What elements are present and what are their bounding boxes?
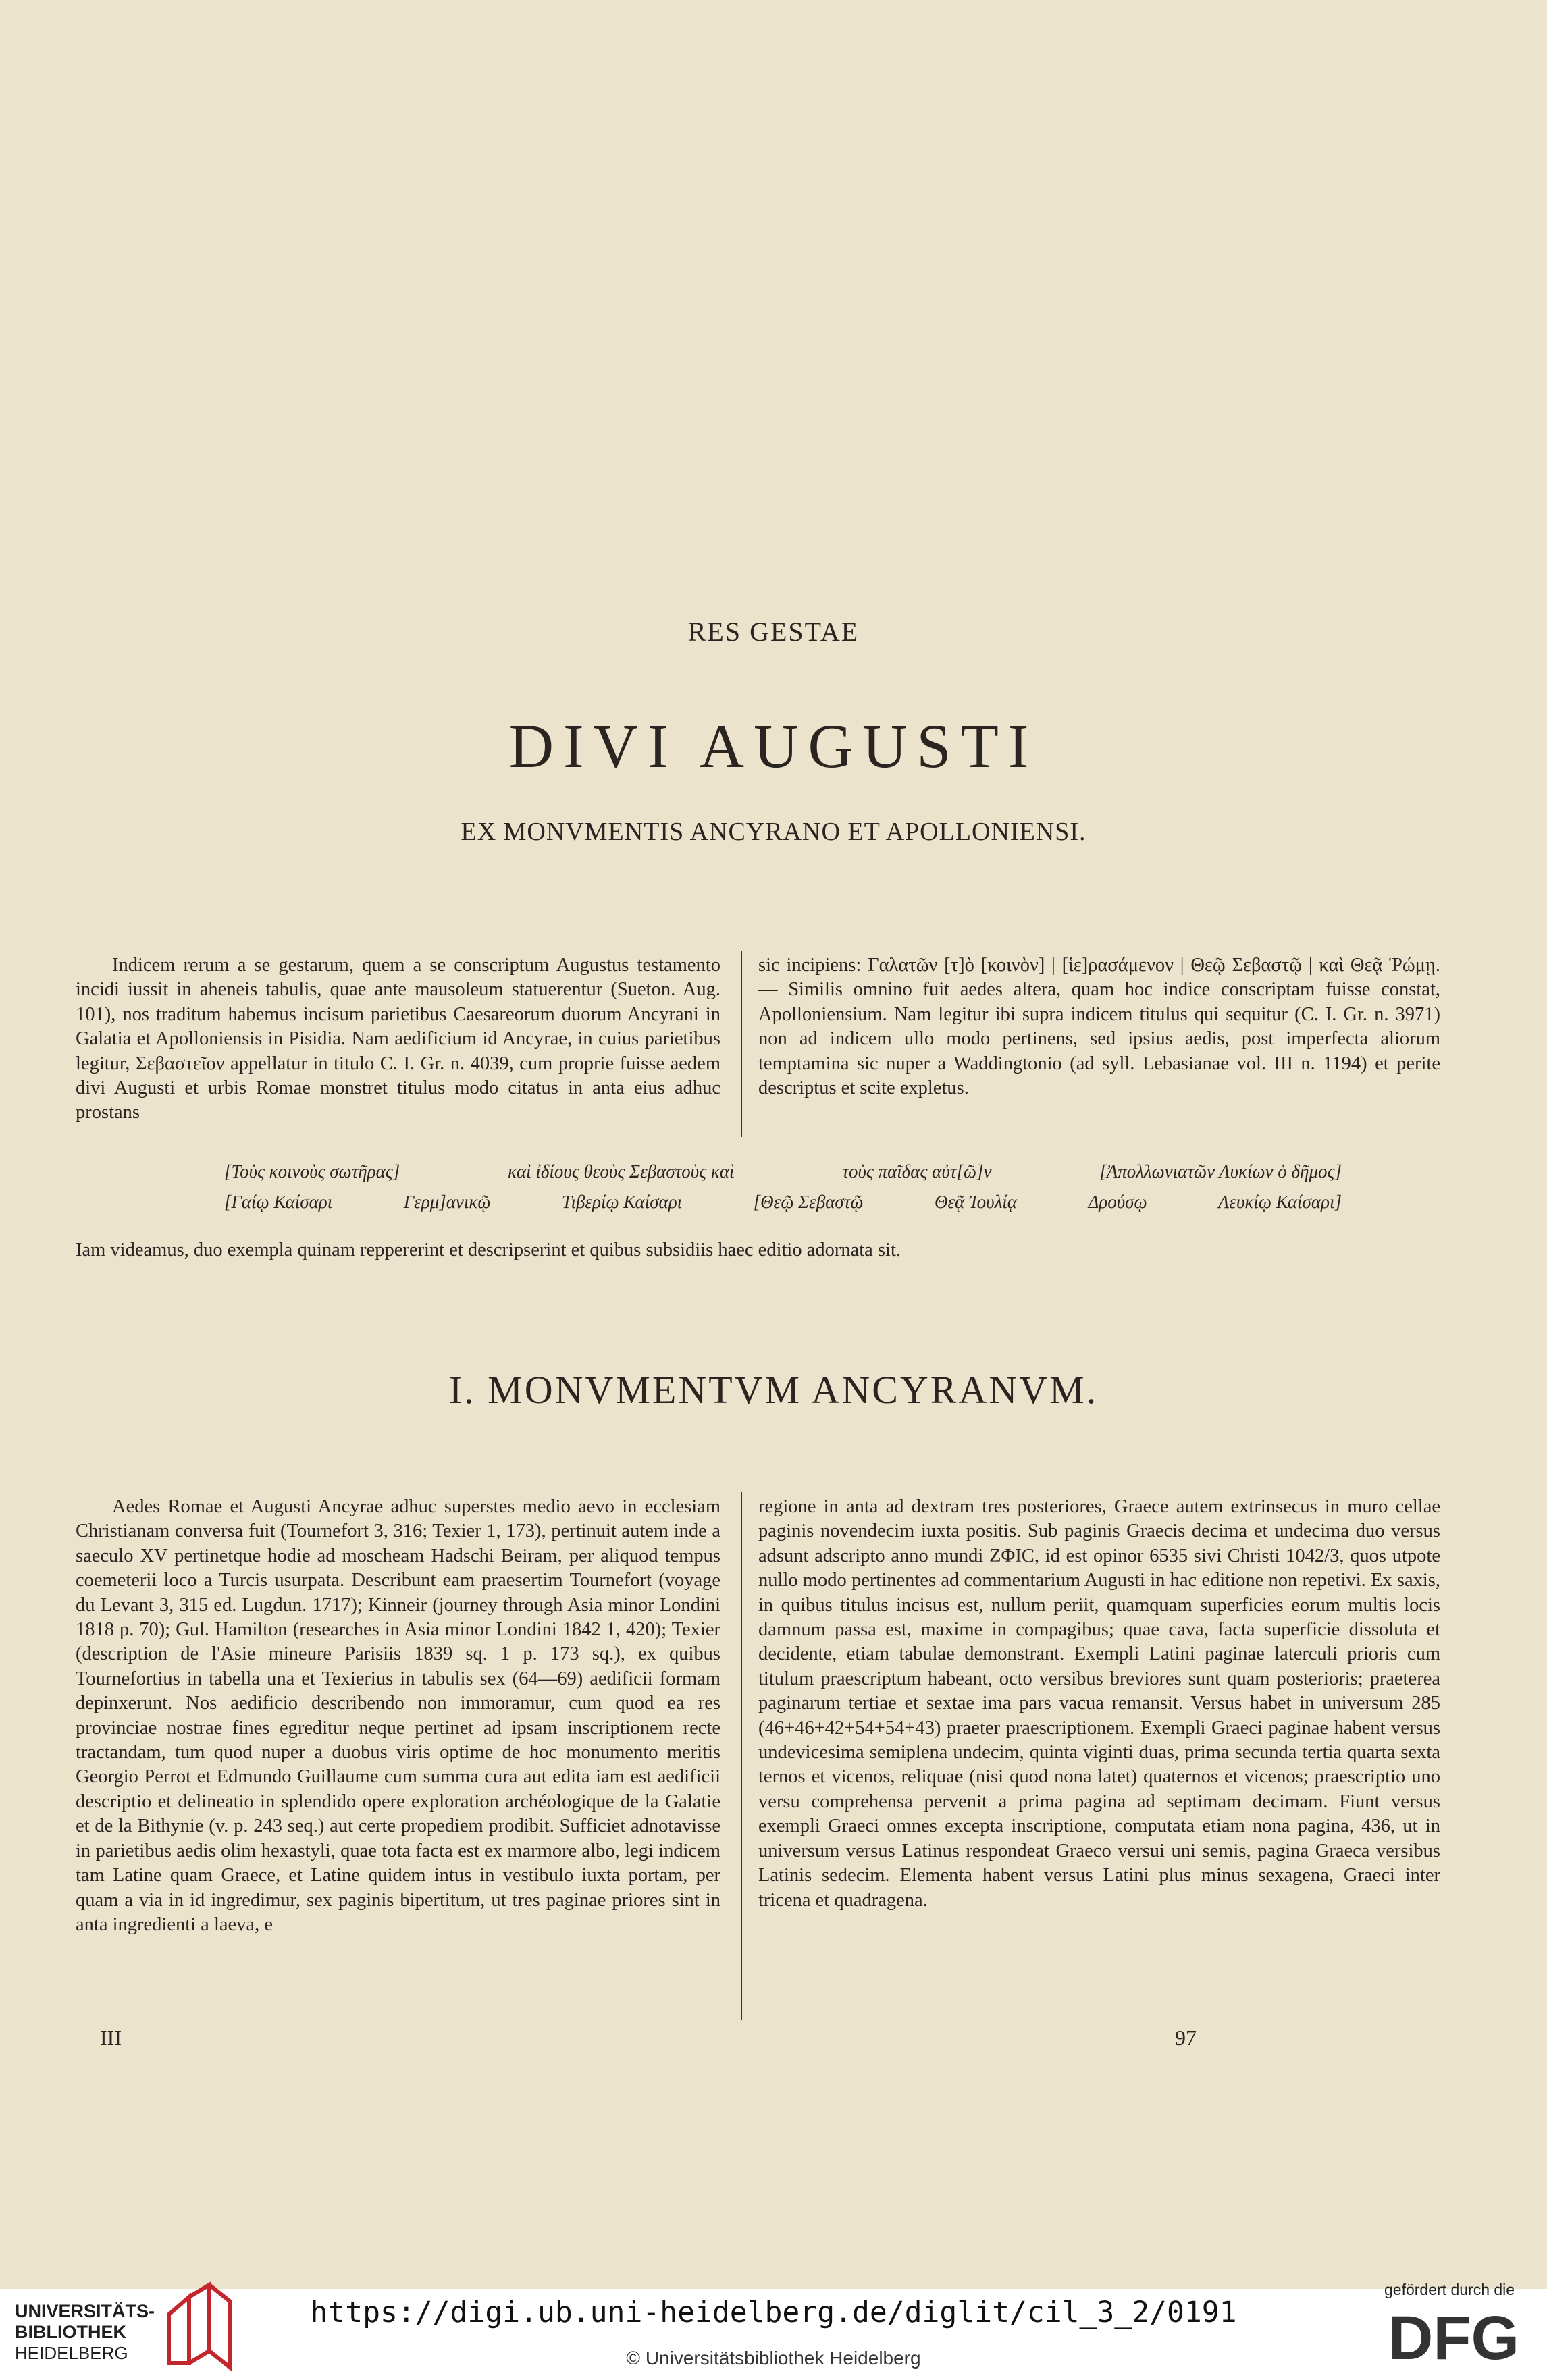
- intro-right-text: sic incipiens: Γαλατῶν [τ]ὸ [κοινὸν] | [ἱε]ρασάμενον | Θεῷ Σεβαστῷ | καὶ Θεᾷ Ῥώμῃ. — Similis omnino fuit aedes altera, quam hoc indice conscriptam fuisse constat, Apolloniensium. Nam legitur ibi supra indicem titulus qui sequitur (C. I. Gr. n. 3971) non ad indicem ullo modo pertinens, sed ipsius aedis, post imperfecta aliorum temptamina sic nuper a Waddingtonio (ad syll. Lebasianae vol. III n. 1194) et perite descriptus et scite expletus.: [758, 955, 1440, 1099]
- intro-right-column: [758, 953, 1440, 1101]
- main-right-column: [758, 1495, 1440, 1913]
- copyright-notice: © Universitätsbibliothek Heidelberg: [626, 2348, 921, 2369]
- inscription-segment: Θεᾷ Ἰουλίᾳ: [934, 1192, 1017, 1212]
- main-left-text: Aedes Romae et Augusti Ancyrae adhuc superstes medio aevo in ecclesiam Christianam conversa fuit (Tournefort 3, 316; Texier 1, 173), pertinuit autem inde a saeculo XV pertinetque hodie ad moscheam Hadschi Beiram, per aliquod tempus coemeterii loco a Turcis usurpata. Describunt eam praesertim Tournefort (voyage du Levant 3, 315 ed. Lugdun. 1717); Kinneir (journey through Asia minor Londini 1818 p. 70); Gul. Hamilton (researches in Asia minor Londini 1842 1, 420); Texier (description de l'Asie mineure Parisiis 1839 sq. 1 p. 173 sq.), ex quibus Tournefortius in tabella una et Texierius in tabulis sex (64—69) aedificii formam depinxerunt. Nos aedificio describendo non immoramur, cum quod ea res provinciae nostrae fines egreditur neque pertinet ad ipsam inscriptionem recte tractandam, tum quod nuper a duobus viris optime de hoc monumento meritis Georgio Perrot et Edmundo Guillaume cum summa cura aut edita iam est aedificii descriptio et delineatio in splendido opere exploration archéologique de la Galatie et de la Bithynie (v. p. 243 seq.) aut certe propediem prodibit. Sufficiet adnotavisse in parietibus aedis olim hexastyli, quae tota facta est ex marmore albo, legi indicem tam Latine quam Graece, et Latine quidem intus in vestibulo iuxta portam, per quam a via in id ingredimur, sex paginis bipertitum, ut tres paginae priores sint in anta ingredienti a laeva, e: [76, 1496, 720, 1935]
- signature-mark: III: [100, 2026, 122, 2050]
- inscription-segment: καὶ ἰδίους θεοὺς Σεβαστοὺς καὶ: [507, 1161, 735, 1182]
- institution-city: HEIDELBERG: [15, 2343, 128, 2363]
- institution-line-2: BIBLIOTHEK: [15, 2322, 126, 2342]
- inscription-segment: Δρούσῳ: [1088, 1192, 1147, 1212]
- dfg-logo-text: DFG: [1388, 2306, 1520, 2367]
- column-divider: [741, 951, 742, 1137]
- main-left-column: [76, 1495, 720, 1937]
- page-number: 97: [1175, 2026, 1197, 2050]
- section-heading: I. MONVMENTVM ANCYRANVM.: [448, 1368, 1099, 1412]
- intro-left-column: [76, 953, 720, 1126]
- inscription-segment: [Ἀπολλωνιατῶν Λυκίων ὁ δῆμος]: [1099, 1161, 1342, 1182]
- title-small: RES GESTAE: [687, 616, 860, 647]
- inscription-line-1: [224, 1161, 1342, 1182]
- permalink-url[interactable]: https://digi.ub.uni-heidelberg.de/diglit/cil_3_2/0191: [310, 2296, 1237, 2329]
- inscription-segment: [Θεῷ Σεβαστῷ: [753, 1192, 864, 1212]
- inscription-segment: [Γαίῳ Καίσαρι: [224, 1192, 333, 1212]
- subtitle: EX MONVMENTIS ANCYRANO ET APOLLONIENSI.: [461, 818, 1086, 846]
- inscription-segment: τοὺς παῖδας αὐτ[ῶ]ν: [842, 1161, 992, 1182]
- intro-left-text: Indicem rerum a se gestarum, quem a se conscriptum Augustus testamento incidi iussit in aheneis tabulis, quae ante mausoleum statuerentur (Sueton. Aug. 101), nos traditum habemus incisum parietibus Caesareorum duorum Ancyrani in Galatia et Apolloniensis in Pisidia. Nam aedificium id Ancyrae, in cuius parietibus legitur, Σεβαστεῖον appellatur in titulo C. I. Gr. n. 4039, cum proprie fuisse aedem divi Augusti et urbis Romae monstret titulus modo citatus in anta eius adhuc prostans: [76, 955, 720, 1123]
- inscription-segment: Τιβερίῳ Καίσαρι: [561, 1192, 683, 1212]
- funding-label: gefördert durch die: [1384, 2281, 1515, 2298]
- main-right-text: regione in anta ad dextram tres posteriores, Graece autem extrinsecus in muro cellae paginis novendecim iuxta positis. Sub paginis Graecis decima et undecima duo versus adsunt adscripto anno mundi ΖΦΙϹ, id est opinor 6535 sivi Christi 1042/3, quos utpote nullo modo pertinentes ad commentarium Augusti in hac editione non repetivi. Ex saxis, in quibus titulus incisus est, nullum periit, quamquam superficies eorum multis locis damnum passa est, maxime in compagibus; quae cava, facta superficie dissoluta et decidente, etiam tabulae demonstrant. Exempli Latini paginae laterculi prioris cum titulum praescriptum habeant, octo versibus breviores sunt quam posterioris; praeterea paginarum tertiae et sextae ima pars vacua remansit. Versus habet in universum 285 (46+46+42+54+54+43) praeter praescriptionem. Exempli Graeci paginae habent versus undevicesima semiplena undecim, quinta viginti duas, prima secunda tertia quarta sexta ternos et vicenos, reliquae (nisi quod nona latet) quaternos et vicenos; praescriptio uno versu comprehensa pervenit a prima pagina ad septimam decimam. Fiunt versus exempli Graeci omnes excepta inscriptione, computata etiam nona pagina, 436, ut in universum versus Latinus respondeat Graeco versui uni semis, pagina Graeca versibus Latinis sedecim. Elementa habent versus Latini plus minus sexagena, Graeci inter tricena et quadragena.: [758, 1496, 1440, 1911]
- inscription-line-2: [224, 1192, 1342, 1213]
- inscription-segment: Λευκίῳ Καίσαρι]: [1218, 1192, 1342, 1212]
- institution-line-1: UNIVERSITÄTS-: [15, 2301, 155, 2321]
- inscription-segment: [Τοὺς κοινοὺς σωτῆρας]: [224, 1161, 400, 1182]
- column-divider: [741, 1492, 742, 2020]
- inscription-segment: Γερμ]ανικῷ: [403, 1192, 491, 1212]
- title-main: DIVI AUGUSTI: [508, 712, 1039, 781]
- dfg-logo-icon[interactable]: [1380, 2306, 1527, 2367]
- closing-sentence: Iam videamus, duo exempla quinam reppererint et descripserint et quibus subsidiis haec editio adornata sit.: [76, 1240, 901, 1261]
